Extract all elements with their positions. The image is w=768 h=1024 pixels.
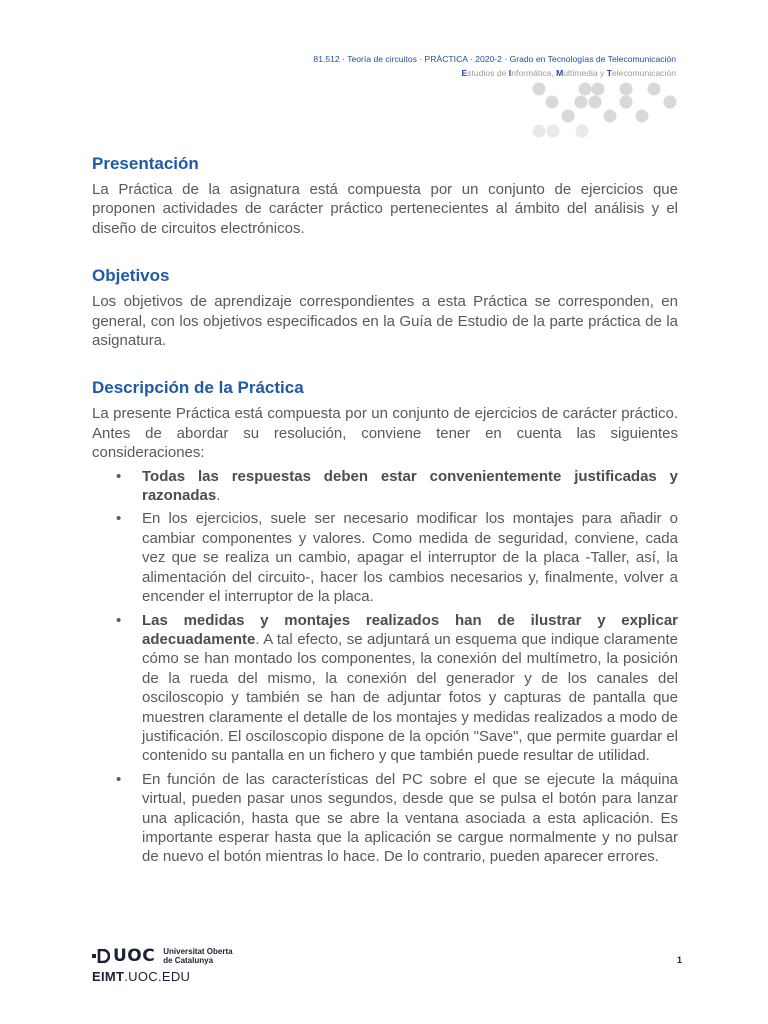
- list-item-text: .: [216, 487, 221, 505]
- bullet-icon: •: [116, 467, 122, 485]
- course-line: 81.512 · Teoría de circuitos · PRÁCTICA · 2020-2 · Grado en Tecnologías de Telecomunicación: [313, 54, 676, 64]
- list-item-text: En función de las características del PC sobre el que se ejecute la máquina virtual, pueden pasar unos segundos, desde que se pulsa el botón para lanzar una aplicación, hasta que se abre la ventana asociada a esta aplicación. Es importante esperar hasta que la aplicación se cargue normalmente y no pulsar de nuevo el botón mientras lo hace. De lo contrario, pueden aparecer errores.: [142, 770, 678, 866]
- studies-line-part: ultimedia y: [563, 68, 607, 78]
- list-item-bold: Todas las respuestas deben estar convenientemente justificadas y razonadas: [142, 467, 678, 505]
- decorative-dots: [528, 80, 688, 142]
- uoc-wordmark: UOC: [113, 946, 156, 966]
- university-name-line2: de Catalunya: [163, 956, 214, 965]
- list-item: [92, 467, 678, 506]
- section-objetivos: [92, 264, 678, 350]
- page-number: 1: [676, 955, 682, 965]
- list-item-bold: Las medidas y montajes realizados han de ilustrar y explicar adecuadamente: [142, 611, 678, 648]
- eimt-wordmark: [92, 969, 233, 984]
- considerations-list: [92, 467, 678, 867]
- studies-line-part: E: [461, 68, 468, 78]
- studies-line-part: M: [556, 68, 564, 78]
- uoc-logo-icon: [92, 949, 110, 963]
- university-name: [163, 947, 232, 965]
- paragraph-descripcion: La presente Práctica está compuesta por un conjunto de ejercicios de carácter práctico. Antes de abordar su resolución, conviene tener en cuenta las siguientes consideraciones:: [92, 405, 678, 462]
- studies-line-part: I: [508, 68, 512, 78]
- studies-line-part: elecomunicación: [611, 68, 676, 78]
- heading-presentacion: Presentación: [92, 154, 199, 173]
- section-presentacion: [92, 152, 678, 238]
- document-body: [92, 152, 678, 893]
- list-item: [92, 509, 678, 606]
- bullet-icon: •: [116, 611, 122, 629]
- uoc-logo: [92, 946, 233, 984]
- eimt-domain: .UOC.EDU: [124, 969, 191, 984]
- bullet-icon: •: [116, 510, 122, 528]
- paragraph-objetivos: Los objetivos de aprendizaje correspondientes a esta Práctica se corresponden, en general, con los objetivos especificados en la Guía de Estudio de la parte práctica de la asignatura.: [92, 293, 678, 350]
- document-header: [313, 52, 676, 80]
- university-name-line1: Universitat Oberta: [163, 947, 233, 956]
- bullet-icon: •: [116, 770, 122, 788]
- list-item: [92, 770, 678, 867]
- studies-line-part: nformática,: [511, 68, 557, 78]
- paragraph-presentacion: La Práctica de la asignatura está compuesta por un conjunto de ejercicios que proponen actividades de carácter práctico pertenecientes al ámbito del análisis y el diseño de circuitos electrónicos.: [92, 181, 678, 237]
- studies-line: [313, 66, 676, 80]
- studies-line-part: T: [606, 68, 612, 78]
- eimt-label: EIMT: [92, 969, 125, 984]
- list-item-text: . A tal efecto, se adjuntará un esquema que indique claramente cómo se han montado los componentes, la conexión del multímetro, la posición de la rueda del mismo, la conexión del generador y de los canales del osciloscopio y también se han de adjuntar fotos y capturas de pantalla que muestren claramente el detalle de los montajes y medidas realizados a modo de justificación. El osciloscopio dispone de la opción "Save", que permite guardar el contenido su pantalla en un fichero y que también puede resultar de utilidad.: [142, 630, 678, 765]
- heading-descripcion: Descripción de la Práctica: [92, 378, 304, 398]
- studies-line-part: studios de: [467, 68, 509, 78]
- list-item-text: En los ejercicios, suele ser necesario modificar los montajes para añadir o cambiar componentes y valores. Como medida de seguridad, conviene, cada vez que se realiza un cambio, apagar el interruptor de la placa -Taller, así, la alimentación del circuito-, hacer los cambios necesarios y, finalmente, volver a encender el interruptor de la placa.: [142, 510, 678, 606]
- list-item: [92, 611, 678, 766]
- section-descripcion: [92, 376, 678, 866]
- heading-objetivos: Objetivos: [92, 266, 170, 286]
